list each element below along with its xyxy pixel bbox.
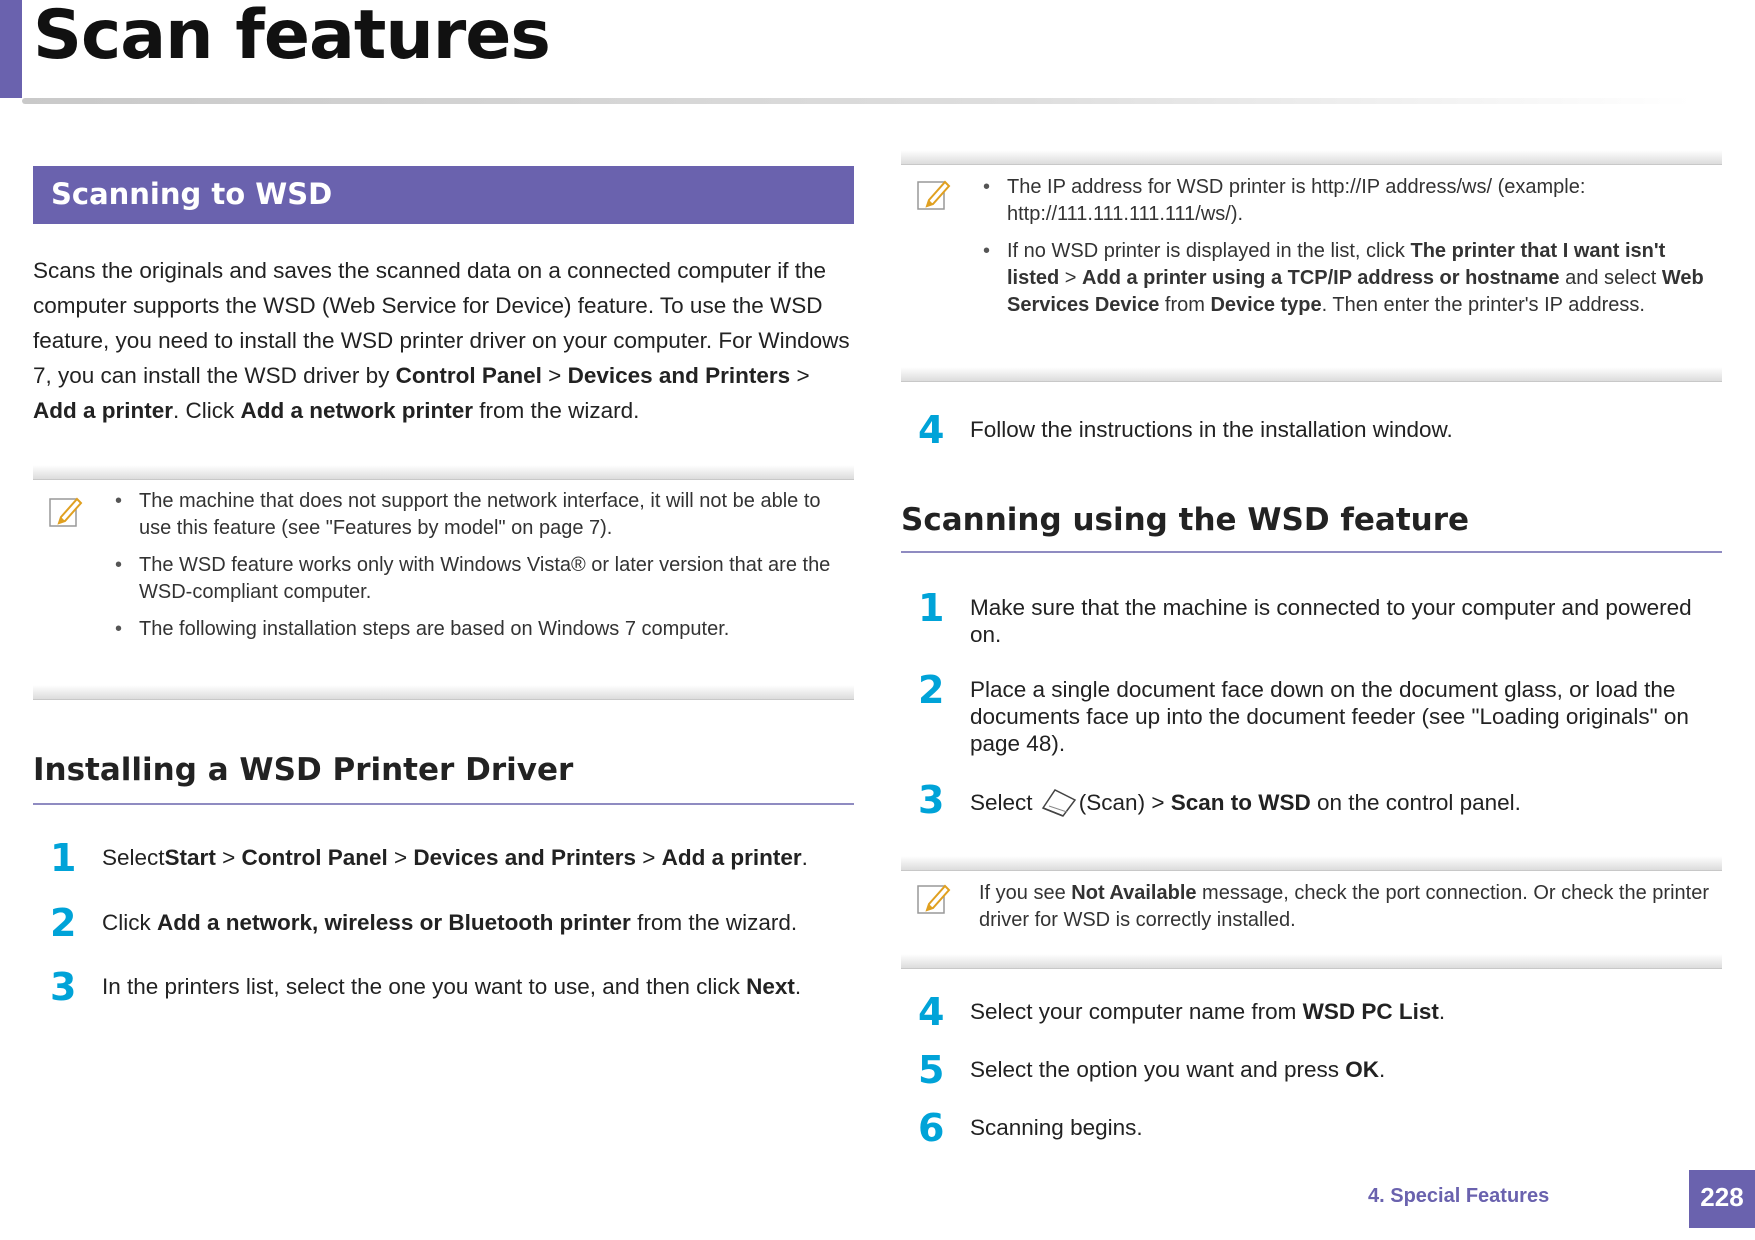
note-top-bar <box>901 150 1722 165</box>
note-bold-tcpip-hostname: Add a printer using a TCP/IP address or hostname <box>1082 267 1560 289</box>
scan-step-2 <box>918 670 1728 757</box>
note-list <box>981 174 1723 329</box>
step-text-part: on the control panel. <box>1310 790 1521 815</box>
note-text-part: If no WSD printer is displayed in the list, click <box>1007 240 1411 262</box>
step-number: 1 <box>50 836 77 880</box>
intro-text-2: . Click <box>173 398 241 423</box>
note-text-part: . Then enter the printer's IP address. <box>1321 294 1645 316</box>
section-title: Scanning to WSD <box>51 177 333 211</box>
step-text-part: Select your computer name from <box>970 999 1303 1024</box>
note-text <box>979 880 1724 934</box>
install-heading: Installing a WSD Printer Driver <box>33 752 574 788</box>
install-step-1 <box>50 838 860 878</box>
note-list <box>113 488 855 653</box>
step-number: 2 <box>50 901 77 945</box>
scan-step-1 <box>918 588 1728 648</box>
step-bold-add-network-wireless: Add a network, wireless or Bluetooth printer <box>157 910 631 935</box>
scanning-heading-rule <box>901 551 1722 553</box>
step-bold-devices-printers: Devices and Printers <box>413 845 636 870</box>
page-number-badge <box>1689 1170 1755 1228</box>
step-number: 4 <box>918 408 945 452</box>
note-bottom-bar <box>901 367 1722 382</box>
step-text <box>102 838 808 871</box>
step-text-part: Select <box>970 790 1039 815</box>
scanning-heading: Scanning using the WSD feature <box>901 502 1470 538</box>
note-item: • The machine that does not support the network interface, it will not be able to use this feature (see "Features by model" on page 7). <box>113 488 855 542</box>
install-step-3 <box>50 967 860 1007</box>
step-sep: > <box>215 845 242 870</box>
step-text-part: . <box>794 974 802 999</box>
scan-step-3 <box>918 780 1728 820</box>
install-step-2 <box>50 903 860 943</box>
intro-bold-add-network-printer: Add a network printer <box>240 398 474 423</box>
step-bold-add-printer: Add a printer <box>661 845 802 870</box>
step-text <box>970 780 1521 818</box>
step-text: Make sure that the machine is connected to your computer and powered on. <box>970 595 1692 647</box>
section-banner <box>33 166 854 224</box>
step-number: 5 <box>918 1048 945 1092</box>
step-text-part: (Scan) > <box>1078 790 1171 815</box>
title-divider <box>22 98 1692 104</box>
intro-bold-add-printer: Add a printer <box>33 398 174 423</box>
note-bold-device-type: Device type <box>1210 294 1322 316</box>
step-text: Follow the instructions in the installation window. <box>970 417 1453 442</box>
step-number: 6 <box>918 1106 945 1150</box>
pencil-note-icon <box>915 880 953 918</box>
note-sep: > <box>1059 267 1083 289</box>
page-title: Scan features <box>33 0 550 75</box>
pencil-note-icon <box>915 176 953 214</box>
intro-paragraph <box>33 253 855 428</box>
step-number: 3 <box>50 965 77 1009</box>
step-text <box>102 967 801 1000</box>
step-sep: > <box>636 845 662 870</box>
note-item: • The IP address for WSD printer is http://IP address/ws/ (example: http://111.111.111.111/ws/). <box>981 174 1723 228</box>
intro-sep-1: > <box>541 363 568 388</box>
note-item: • The WSD feature works only with Windows Vista® or later version that are the WSD-compliant computer. <box>113 552 855 606</box>
step-number: 4 <box>918 990 945 1034</box>
step-text <box>102 903 797 936</box>
step-bold-ok: OK <box>1345 1057 1379 1082</box>
step-bold-control-panel: Control Panel <box>241 845 388 870</box>
note-text-part: from <box>1159 294 1211 316</box>
scan-step-4 <box>918 992 1728 1032</box>
step-number: 3 <box>918 778 945 822</box>
step-text-part: Select <box>102 845 165 870</box>
intro-text-3: from the wizard. <box>473 398 640 423</box>
intro-text-1: Scans the originals and saves the scanned data on a connected computer if the computer supports the WSD (Web Service for Device) feature. To use the WSD feature, you need to install the WSD printer driver on your computer. For Windows 7, you can install the WSD driver by <box>33 258 850 388</box>
note-text-part: If you see <box>979 882 1072 904</box>
title-accent-bar <box>0 0 22 98</box>
install-step-4 <box>918 410 1728 450</box>
step-number: 1 <box>918 586 945 630</box>
pencil-note-icon <box>47 493 85 531</box>
note-text-part: message, check the port connection. Or check the printer driver for WSD is correctly installed. <box>979 882 1709 931</box>
step-number: 2 <box>918 668 945 712</box>
note-item <box>981 238 1723 319</box>
step-bold-start: Start <box>164 845 216 870</box>
note-text-part: and select <box>1559 267 1662 289</box>
note-box-not-available <box>901 856 1722 969</box>
step-bold-scan-to-wsd: Scan to WSD <box>1170 790 1311 815</box>
intro-sep-2: > <box>790 363 810 388</box>
page-number: 228 <box>1700 1182 1744 1212</box>
footer-chapter: 4. Special Features <box>1368 1185 1550 1207</box>
step-text-part: . <box>1379 1057 1386 1082</box>
note-top-bar <box>901 856 1722 871</box>
step-text <box>970 992 1445 1025</box>
step-bold-next: Next <box>746 974 795 999</box>
step-text <box>970 1050 1385 1083</box>
step-text-part: from the wizard. <box>630 910 798 935</box>
step-text-part: Click <box>102 910 157 935</box>
step-text-part: Select the option you want and press <box>970 1057 1346 1082</box>
note-bottom-bar <box>33 685 854 700</box>
intro-bold-control-panel: Control Panel <box>395 363 542 388</box>
note-box-requirements <box>33 465 854 700</box>
note-bold-not-available: Not Available <box>1071 882 1197 904</box>
install-heading-rule <box>33 803 854 805</box>
step-bold-wsd-pc-list: WSD PC List <box>1302 999 1439 1024</box>
scan-step-6 <box>918 1108 1728 1148</box>
step-text: Place a single document face down on the document glass, or load the documents face up into the document feeder (see "Loading originals" on page 48). <box>970 677 1689 756</box>
step-text-part: . <box>801 845 808 870</box>
scan-icon <box>1039 786 1079 818</box>
note-box-wsd-address <box>901 150 1722 382</box>
step-text: Scanning begins. <box>970 1115 1143 1140</box>
note-top-bar <box>33 465 854 480</box>
scan-step-5 <box>918 1050 1728 1090</box>
step-text-part: In the printers list, select the one you want to use, and then click <box>102 974 747 999</box>
note-bottom-bar <box>901 954 1722 969</box>
note-bold-printer-not-listed: The printer that I want isn't listed <box>1007 240 1666 289</box>
step-text-part: . <box>1438 999 1446 1024</box>
intro-bold-devices-printers: Devices and Printers <box>567 363 791 388</box>
note-bold-web-services-device: Web Services Device <box>1007 267 1704 316</box>
step-sep: > <box>387 845 414 870</box>
note-item: • The following installation steps are based on Windows 7 computer. <box>113 616 855 643</box>
